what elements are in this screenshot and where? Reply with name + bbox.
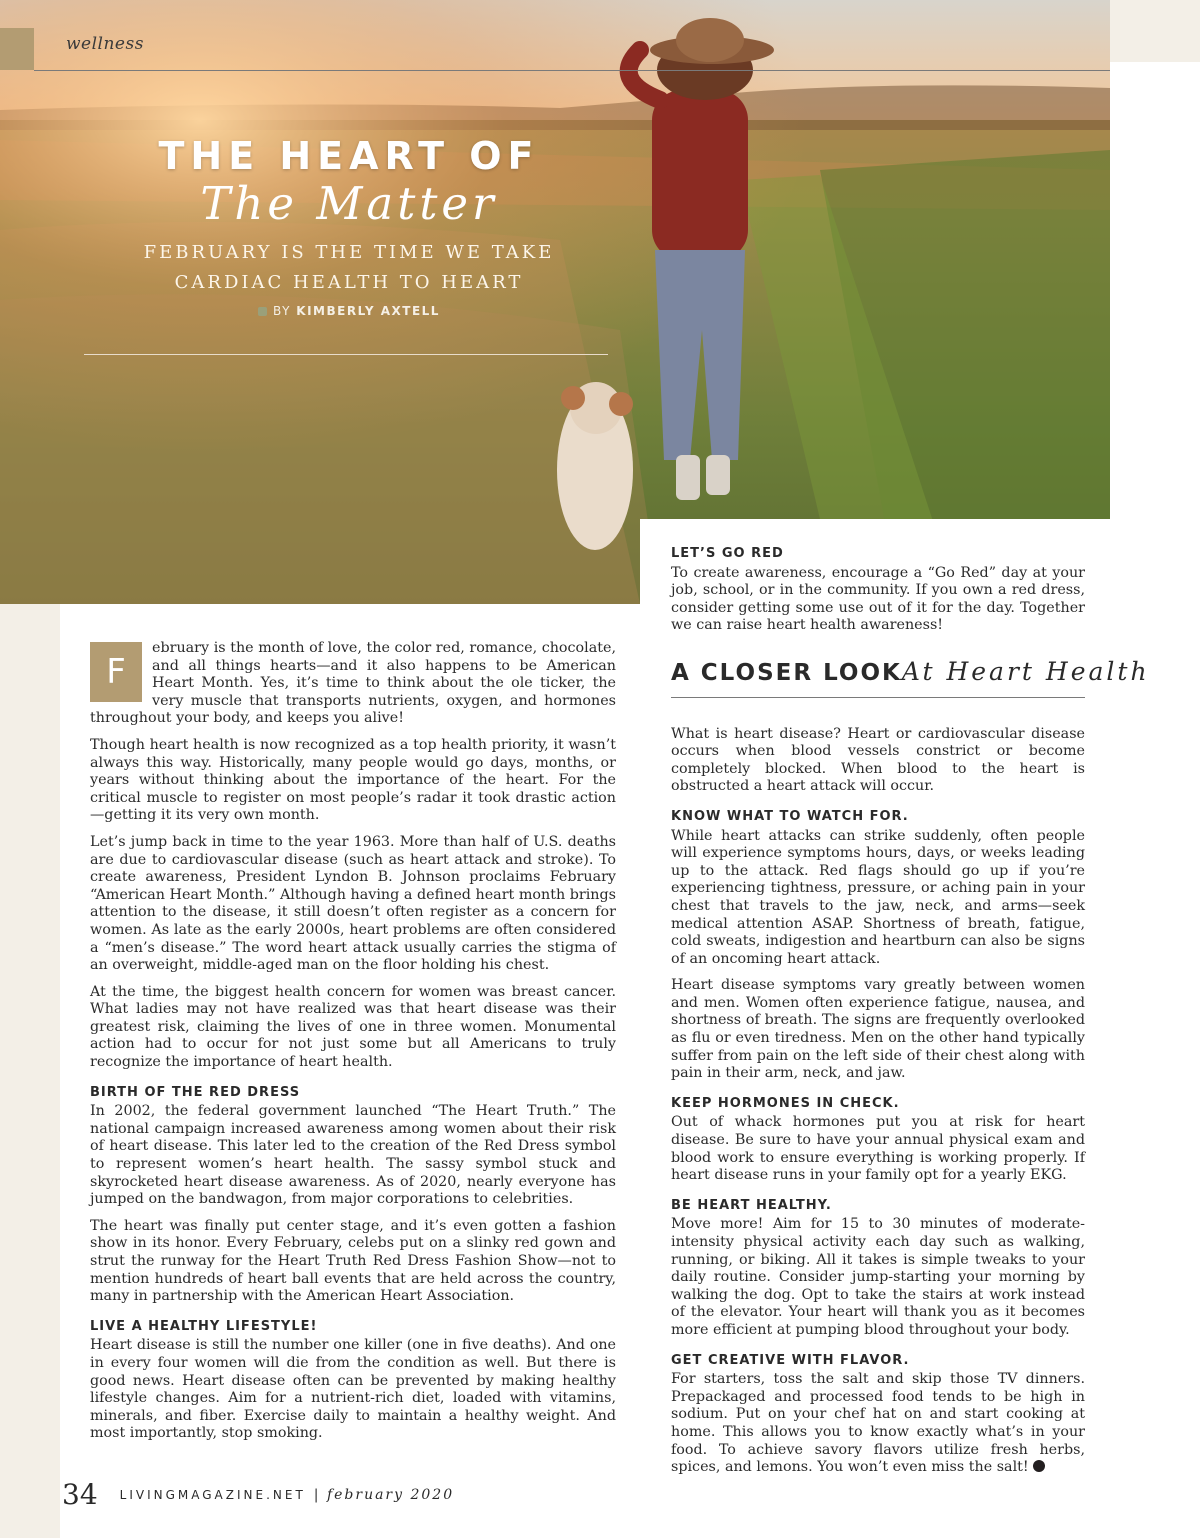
heading-go-red: LET’S GO RED xyxy=(671,546,784,561)
paragraph-symptoms: Heart disease symptoms vary greatly between women and men. Women often experience fatigue, nausea, and shortness of breath. The signs are frequently overlooked as flu or even tiredness. Men on the other hand typically suffer from pain on the left side of their chest along with pain in their arm, neck, and jaw. xyxy=(671,977,1085,1082)
footer xyxy=(62,1478,454,1512)
paragraph-hormones: Out of whack hormones put you at risk for heart disease. Be sure to have your annual physical exam and blood work to ensure everything is working properly. If heart disease runs in your family opt for a yearly EKG. xyxy=(671,1114,1085,1184)
closer-look-script: At Heart Health xyxy=(901,656,1150,686)
flavor-text: For starters, toss the salt and skip those TV dinners. Prepackaged and processed food tends to be high in sodium. Put on your chef hat on and start cooking at home. This allows you to know exactly what’s in your food. To achieve savory flavors utilize fresh herbs, spices, and lemons. You won’t even miss the salt! xyxy=(671,1371,1085,1476)
title-script: The Matter xyxy=(200,177,498,230)
end-of-article-icon xyxy=(1033,1460,1045,1472)
section-tab xyxy=(0,28,34,70)
paragraph-heart-truth: In 2002, the federal government launched “The Heart Truth.” The national campaign increased awareness among women about their risk of heart disease. This later led to the creation of the Red Dress symbol to represent women’s heart health. The sassy symbol stuck and skyrocketed heart disease awareness. As of 2020, nearly everyone has jumped on the bandwagon, from major corporations to celebrities. xyxy=(90,1103,616,1208)
paragraph-women-risk: At the time, the biggest health concern for women was breast cancer. What ladies may not have realized was that heart disease was their greatest risk, claiming the lives of one in three women. Monumental action had to occur for not just some but all Americans to truly recognize the importance of heart health. xyxy=(90,983,616,1071)
site-name: LIVINGMAGAZINE.NET xyxy=(119,1487,306,1502)
subtitle-line-2: CARDIAC HEALTH TO HEART xyxy=(174,272,524,293)
title-rule xyxy=(84,354,608,355)
heading-red-dress: BIRTH OF THE RED DRESS xyxy=(90,1084,301,1100)
intro-paragraph xyxy=(90,640,616,728)
intro-text: ebruary is the month of love, the color red, romance, chocolate, and all things hearts—and it also happens to be American Heart Month. Yes, it’s time to think about the ole ticker, the very muscle that transports nutrients, oxygen, and hormones throughout your body, and keeps you alive! xyxy=(90,640,616,727)
title-block xyxy=(84,132,614,318)
paragraph-history: Though heart health is now recognized as a top health priority, it wasn’t always this way. Historically, many people would go days, months, or years without thinking about the importance of the heart. For the critical muscle to register on most people’s radar it took drastic action—getting it its very own month. xyxy=(90,736,616,824)
paragraph-watch: While heart attacks can strike suddenly, often people will experience symptoms hours, days, or weeks leading up to the attack. Red flags should go up if you’re experiencing tightness, pressure, or aching pain in your chest that travels to the jaw, neck, and arms—seek medical attention ASAP. Shortness of breath, fatigue, cold sweats, indigestion and heartburn can also be signs of an oncoming heart attack. xyxy=(671,827,1085,967)
closer-look-rule xyxy=(671,697,1085,698)
closer-look-bold: A CLOSER LOOK xyxy=(671,659,902,686)
right-column xyxy=(671,545,1150,1486)
heading-lifestyle: LIVE A HEALTHY LIFESTYLE! xyxy=(90,1318,318,1334)
paragraph-what-is: What is heart disease? Heart or cardiovascular disease occurs when blood vessels constrict or become completely blocked. When blood to the heart is obstructed a heart attack will occur. xyxy=(671,725,1085,795)
closer-look-heading xyxy=(671,656,1150,686)
paragraph-1963: Let’s jump back in time to the year 1963. More than half of U.S. deaths are due to cardiovascular disease (such as heart attack and stroke). To create awareness, President Lyndon B. Johnson proclaims February “American Heart Month.” Although having a defined heart month brings attention to the disease, it still doesn’t often register as a concern for women. As late as the early 2000s, heart problems are often considered a “men’s disease.” The word heart attack usually carries the stigma of an overweight, middle-aged man on the floor holding his chest. xyxy=(90,833,616,974)
paragraph-flavor xyxy=(671,1371,1085,1477)
author-name: KIMBERLY AXTELL xyxy=(296,304,440,318)
heading-watch: KNOW WHAT TO WATCH FOR. xyxy=(671,808,909,824)
issue-date: | february 2020 xyxy=(313,1486,455,1503)
title-top: THE HEART OF xyxy=(158,134,540,178)
paragraph-fashion-show: The heart was finally put center stage, and it’s even gotten a fashion show in its honor. Every February, celebs put on a slinky red gown and strut the runway for the Heart Truth Red Dress Fashion Show—not to mention hundreds of heart ball events that are held across the country, many in partnership with the American Heart Association. xyxy=(90,1217,616,1305)
paragraph-lifestyle: Heart disease is still the number one killer (one in five deaths). And one in every four women will die from the condition as well. But there is good news. Heart disease often can be prevented by making healthy lifestyle changes. Aim for a nutrient-rich diet, loaded with vitamins, minerals, and fiber. Exercise daily to maintain a healthy weight. And most importantly, stop smoking. xyxy=(90,1337,616,1442)
page-number: 34 xyxy=(62,1478,98,1511)
subtitle-line-1: FEBRUARY IS THE TIME WE TAKE xyxy=(143,242,555,263)
corner-strip xyxy=(1110,0,1200,62)
left-column xyxy=(90,640,616,1452)
byline-square-icon xyxy=(258,307,267,316)
byline xyxy=(84,304,614,318)
dropcap: F xyxy=(90,642,142,702)
byline-prefix: BY xyxy=(273,304,291,318)
paragraph-go-red: To create awareness, encourage a “Go Red” day at your job, school, or in the community. If you own a red dress, consider getting some use out of it for the day. Together we can raise heart health awareness! xyxy=(671,564,1085,634)
heading-healthy: BE HEART HEALTHY. xyxy=(671,1197,832,1213)
paragraph-healthy: Move more! Aim for 15 to 30 minutes of moderate-intensity physical activity each day such as walking, running, or biking. All it takes is simple tweaks to your daily routine. Consider jump-starting your morning by walking the dog. Opt to take the stairs at work instead of the elevator. Your heart will thank you as it becomes more efficient at pumping blood throughout your body. xyxy=(671,1216,1085,1338)
section-label: wellness xyxy=(66,34,144,54)
heading-hormones: KEEP HORMONES IN CHECK. xyxy=(671,1095,900,1111)
header-rule xyxy=(34,70,1110,71)
subtitle xyxy=(84,238,614,298)
heading-flavor: GET CREATIVE WITH FLAVOR. xyxy=(671,1352,910,1368)
